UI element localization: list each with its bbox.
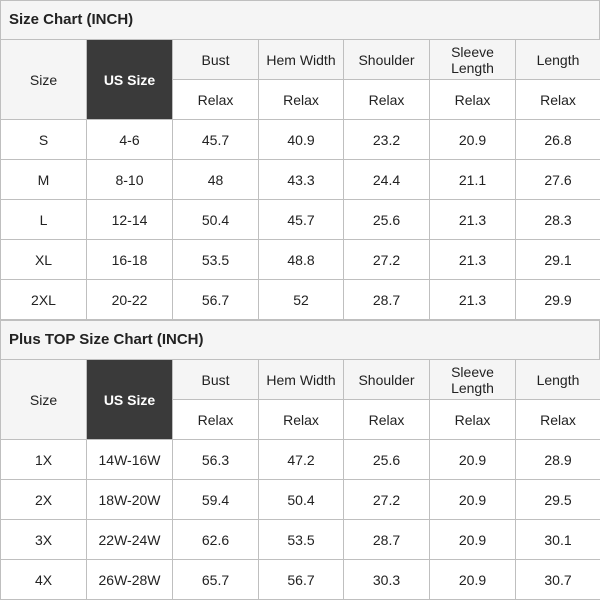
bust-header: Bust	[173, 360, 259, 400]
table-row	[1, 240, 600, 280]
shoulder-cell: 27.2	[344, 480, 430, 520]
size-cell: 3X	[1, 520, 87, 560]
us-size-cell: 4-6	[87, 120, 173, 160]
hem-width-cell: 56.7	[259, 560, 344, 600]
bust-cell: 48	[173, 160, 259, 200]
us-size-header: US Size	[87, 360, 173, 440]
shoulder-cell: 27.2	[344, 240, 430, 280]
table-row	[1, 440, 600, 480]
bust-cell: 65.7	[173, 560, 259, 600]
table-row	[1, 120, 600, 160]
bust-header: Bust	[173, 40, 259, 80]
length-cell: 28.3	[516, 200, 600, 240]
us-size-header: US Size	[87, 40, 173, 120]
size-cell: 2XL	[1, 280, 87, 320]
plus-size-chart-title: Plus TOP Size Chart (INCH)	[0, 320, 600, 359]
length-cell: 30.7	[516, 560, 600, 600]
sleeve-length-header: Sleeve Length	[430, 40, 516, 80]
bust-cell: 62.6	[173, 520, 259, 560]
shoulder-cell: 25.6	[344, 440, 430, 480]
shoulder-cell: 28.7	[344, 520, 430, 560]
hem-width-cell: 53.5	[259, 520, 344, 560]
table-row	[1, 520, 600, 560]
sleeve-length-cell: 21.3	[430, 200, 516, 240]
section-plus-top-size-chart	[0, 320, 600, 600]
length-header: Length	[516, 40, 600, 80]
length-cell: 29.5	[516, 480, 600, 520]
bust-cell: 45.7	[173, 120, 259, 160]
length-cell: 29.9	[516, 280, 600, 320]
size-cell: S	[1, 120, 87, 160]
length-cell: 30.1	[516, 520, 600, 560]
unit-label: Relax	[516, 80, 600, 120]
header-row	[1, 40, 600, 80]
plus-size-chart-table	[0, 359, 600, 600]
size-cell: 4X	[1, 560, 87, 600]
unit-label: Relax	[344, 400, 430, 440]
us-size-cell: 8-10	[87, 160, 173, 200]
unit-label: Relax	[430, 400, 516, 440]
bust-cell: 56.7	[173, 280, 259, 320]
unit-label: Relax	[259, 400, 344, 440]
table-row	[1, 200, 600, 240]
shoulder-cell: 30.3	[344, 560, 430, 600]
hem-width-cell: 48.8	[259, 240, 344, 280]
sleeve-length-cell: 20.9	[430, 120, 516, 160]
unit-label: Relax	[430, 80, 516, 120]
shoulder-cell: 28.7	[344, 280, 430, 320]
length-cell: 27.6	[516, 160, 600, 200]
hem-width-cell: 43.3	[259, 160, 344, 200]
us-size-cell: 26W-28W	[87, 560, 173, 600]
size-cell: M	[1, 160, 87, 200]
size-chart-title: Size Chart (INCH)	[0, 0, 600, 39]
size-cell: 1X	[1, 440, 87, 480]
bust-cell: 53.5	[173, 240, 259, 280]
size-cell: 2X	[1, 480, 87, 520]
unit-label: Relax	[344, 80, 430, 120]
sleeve-length-cell: 20.9	[430, 560, 516, 600]
us-size-cell: 16-18	[87, 240, 173, 280]
sleeve-length-cell: 20.9	[430, 480, 516, 520]
table-row	[1, 280, 600, 320]
hem-width-cell: 50.4	[259, 480, 344, 520]
hem-width-cell: 40.9	[259, 120, 344, 160]
us-size-cell: 22W-24W	[87, 520, 173, 560]
bust-cell: 50.4	[173, 200, 259, 240]
length-cell: 26.8	[516, 120, 600, 160]
size-chart-table	[0, 39, 600, 320]
table-row	[1, 160, 600, 200]
hem-width-header: Hem Width	[259, 360, 344, 400]
sleeve-length-cell: 20.9	[430, 440, 516, 480]
sleeve-length-cell: 20.9	[430, 520, 516, 560]
shoulder-cell: 25.6	[344, 200, 430, 240]
us-size-cell: 18W-20W	[87, 480, 173, 520]
length-cell: 29.1	[516, 240, 600, 280]
unit-label: Relax	[259, 80, 344, 120]
unit-label: Relax	[516, 400, 600, 440]
length-header: Length	[516, 360, 600, 400]
hem-width-cell: 52	[259, 280, 344, 320]
shoulder-cell: 23.2	[344, 120, 430, 160]
size-header: Size	[1, 40, 87, 120]
sleeve-length-header: Sleeve Length	[430, 360, 516, 400]
bust-cell: 59.4	[173, 480, 259, 520]
shoulder-header: Shoulder	[344, 360, 430, 400]
shoulder-cell: 24.4	[344, 160, 430, 200]
hem-width-cell: 47.2	[259, 440, 344, 480]
size-cell: XL	[1, 240, 87, 280]
length-cell: 28.9	[516, 440, 600, 480]
unit-label: Relax	[173, 80, 259, 120]
size-header: Size	[1, 360, 87, 440]
us-size-cell: 14W-16W	[87, 440, 173, 480]
table-row	[1, 480, 600, 520]
sleeve-length-cell: 21.3	[430, 240, 516, 280]
sleeve-length-cell: 21.3	[430, 280, 516, 320]
hem-width-cell: 45.7	[259, 200, 344, 240]
hem-width-header: Hem Width	[259, 40, 344, 80]
bust-cell: 56.3	[173, 440, 259, 480]
size-cell: L	[1, 200, 87, 240]
us-size-cell: 12-14	[87, 200, 173, 240]
shoulder-header: Shoulder	[344, 40, 430, 80]
us-size-cell: 20-22	[87, 280, 173, 320]
header-row	[1, 360, 600, 400]
unit-label: Relax	[173, 400, 259, 440]
table-row	[1, 560, 600, 600]
sleeve-length-cell: 21.1	[430, 160, 516, 200]
